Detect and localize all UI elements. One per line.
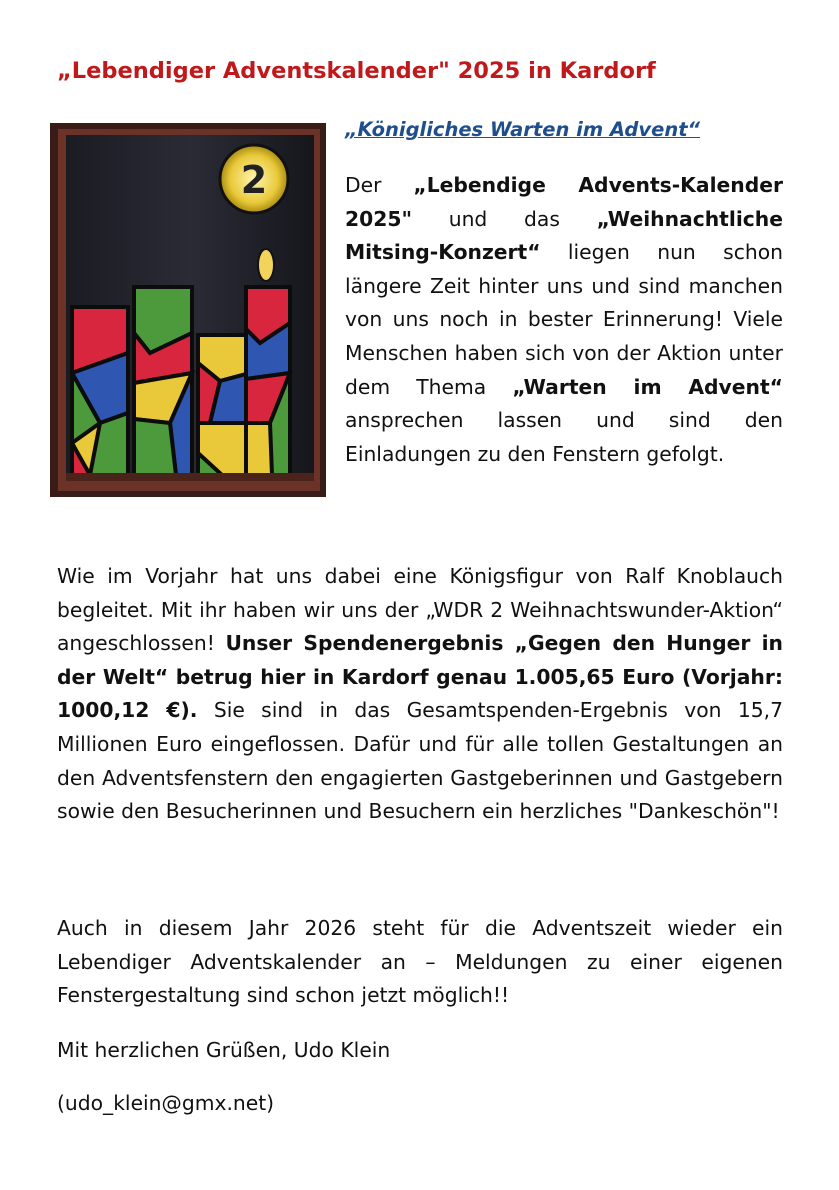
intro-text-3: liegen nun schon längere Zeit hinter uns und sind manchen von uns noch in bester Erinnerung! Viele Menschen haben sich von der Aktion unter dem Thema xyxy=(345,240,783,399)
closing-greeting: Mit herzlichen Grüßen, Udo Klein xyxy=(57,1038,391,1062)
intro-text-2: und das xyxy=(412,206,597,231)
document-subtitle: „Königliches Warten im Advent“ xyxy=(345,118,701,141)
outlook-paragraph: Auch in diesem Jahr 2026 steht für die Adventszeit wieder ein Lebendiger Adventskalender an – Meldungen zu einer eigenen Fenstergestaltung sind schon jetzt möglich!! xyxy=(57,916,783,1008)
intro-paragraph xyxy=(57,169,783,504)
intro-bold-2: „Weihnachtliche Mitsing-Konzert“ xyxy=(345,206,783,265)
donation-text-1: Wie im Vorjahr hat uns dabei eine Königsfigur von Ralf Knoblauch begleitet. Mit ihr haben wir uns der „WDR 2 Weihnachtswunder-Aktion“ angeschlossen! xyxy=(57,564,783,656)
donation-result-bold: Unser Spendenergebnis „Gegen den Hunger in der Welt“ betrug hier in Kardorf genau 1.005,65 Euro (Vorjahr: 1000,12 €). xyxy=(57,631,783,723)
window-number: 2 xyxy=(240,158,268,202)
intro-text-4: ansprechen lassen und sind den Einladungen zu den Fenstern gefolgt. xyxy=(345,408,783,466)
donation-text-2: Sie sind in das Gesamtspenden-Ergebnis von 15,7 Millionen Euro eingeflossen. Dafür und für alle tollen Gestaltungen an den Adventsfenstern den engagierten Gastgeberinnen und Gastgebern sowie den Besucherinnen und Besuchern ein herzliches "Dankeschön"! xyxy=(57,698,783,824)
donation-paragraph xyxy=(57,560,783,829)
intro-bold-1: „Lebendige Advents-Kalender 2025" xyxy=(345,173,783,231)
intro-text-1: Der xyxy=(345,173,414,197)
contact-email: (udo_klein@gmx.net) xyxy=(57,1091,275,1115)
intro-bold-3: „Warten im Advent“ xyxy=(512,374,783,399)
document-title: „Lebendiger Adventskalender" 2025 in Kardorf xyxy=(57,58,656,84)
photo-float-spacer xyxy=(57,169,345,504)
